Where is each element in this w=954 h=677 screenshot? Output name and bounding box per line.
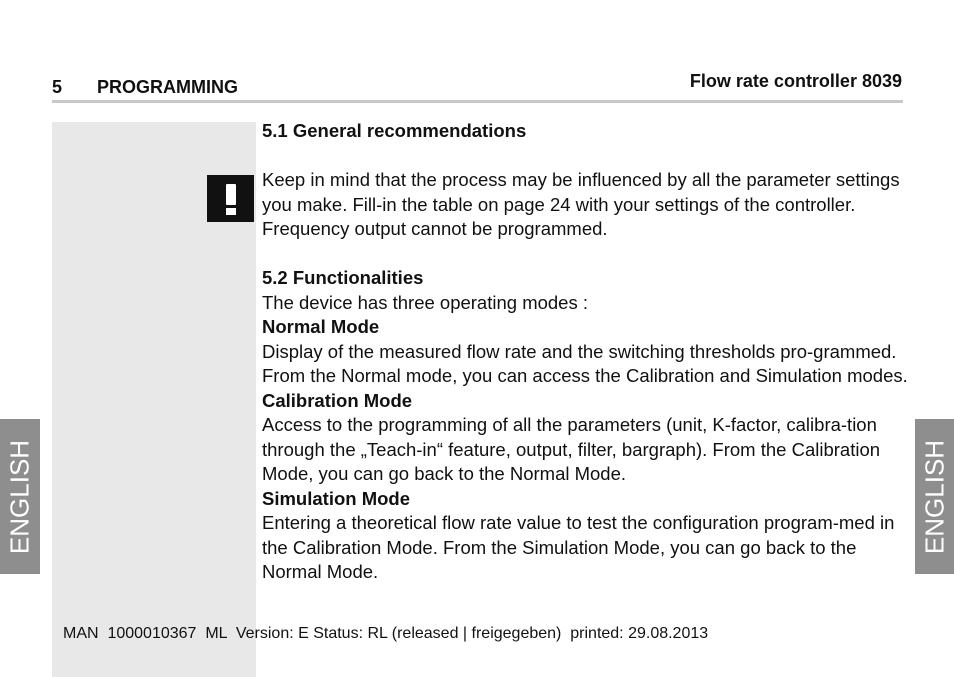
header-rule (52, 100, 903, 103)
exclamation-icon (207, 175, 254, 222)
simulation-mode-text: Entering a theoretical flow rate value to test the configuration program-med in the Calibration Mode. From the Simulation Mode, you can go back to the Normal Mode. (262, 512, 895, 582)
chapter-title: PROGRAMMING (97, 77, 238, 97)
product-title: Flow rate controller 8039 (689, 71, 902, 91)
language-tab-left[interactable] (0, 419, 40, 574)
section-5-2-title: 5.2 Functionalities (262, 267, 424, 288)
main-content (262, 119, 912, 585)
language-tab-right-label: ENGLISH (919, 439, 950, 554)
language-tab-left-label: ENGLISH (4, 439, 35, 554)
normal-mode-title: Normal Mode (262, 316, 380, 337)
section-5-1-text: Keep in mind that the process may be influenced by all the parameter settings you make. Fill-in the table on page 24 with your settings of the controller. (262, 169, 900, 215)
section-5-1-title: 5.1 General recommendations (262, 120, 527, 141)
section-5-2-intro: The device has three operating modes : (262, 291, 588, 313)
calibration-mode-title: Calibration Mode (262, 389, 413, 411)
language-tab-right[interactable] (915, 419, 954, 574)
section-5-1-note: Frequency output cannot be programmed. (262, 218, 608, 239)
footer-document-info: MAN 1000010367 ML Version: E Status: RL (released | freigegeben) printed: 29.08.2013 (63, 625, 709, 642)
calibration-mode-text: Access to the programming of all the parameters (unit, K-factor, calibra-tion through the „Teach-in“ feature, output, filter, bargraph). From the Calibration Mode, you can go back to the Normal Mode. (262, 414, 881, 484)
normal-mode-text: Display of the measured flow rate and the switching thresholds pro-grammed. From the Normal mode, you can access the Calibration and Simulation modes. (262, 340, 908, 386)
simulation-mode-title: Simulation Mode (262, 487, 410, 509)
chapter-number: 5 (52, 77, 63, 97)
